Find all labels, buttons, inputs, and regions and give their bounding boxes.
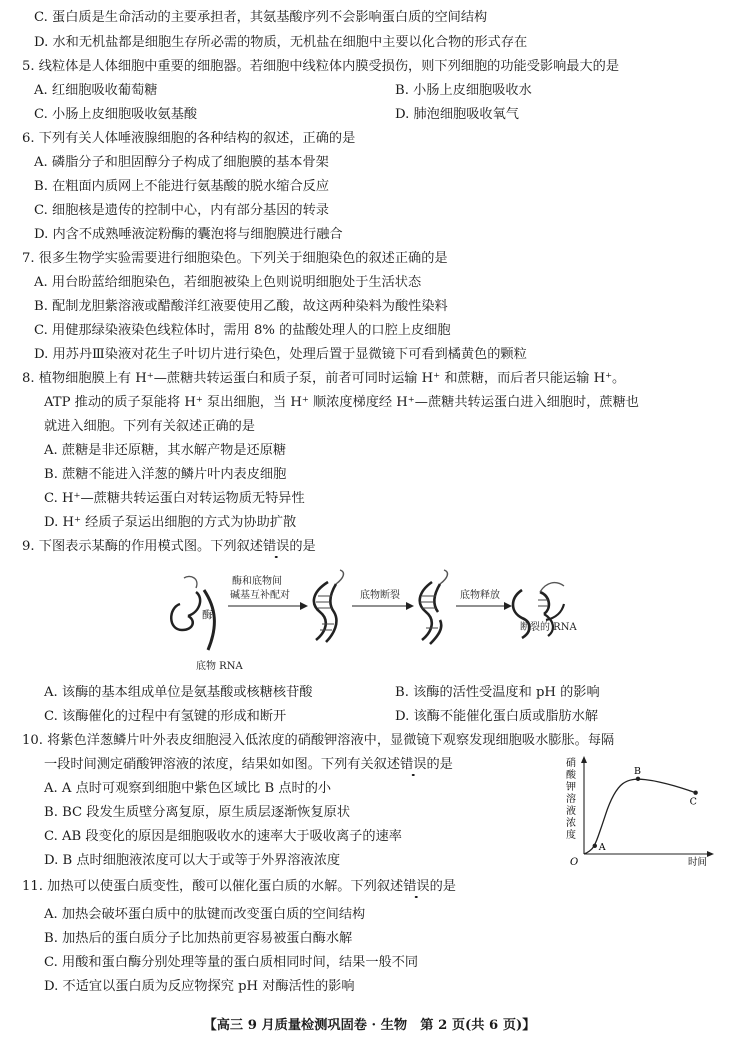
point-a-label: A bbox=[598, 841, 606, 853]
xlabel: 时间 bbox=[688, 857, 708, 868]
q11-stem-text: 11. 加热可以使蛋白质变性，酸可以催化蛋白质的水解。下列叙述 bbox=[22, 879, 404, 894]
point-c-label: C bbox=[689, 796, 697, 808]
q7-option-b: B. 配制龙胆紫溶液或醋酸洋红液要使用乙酸，故这两种染料为酸性染料 bbox=[34, 299, 448, 314]
y-axis-arrow bbox=[581, 756, 587, 763]
point-a bbox=[593, 844, 597, 848]
stage2-helix bbox=[314, 570, 344, 642]
arrow-1-head bbox=[300, 602, 308, 610]
arrow-3-head bbox=[504, 602, 512, 610]
q7-stem: 7. 很多生物学实验需要进行细胞染色。下列关于细胞染色的叙述正确的是 bbox=[22, 251, 448, 266]
q9-stem-end: 的是 bbox=[289, 539, 316, 554]
point-c bbox=[693, 791, 697, 795]
q9-option-a: A. 该酶的基本组成单位是氨基酸或核糖核苷酸 bbox=[44, 685, 313, 700]
q8-option-c: C. H⁺—蔗糖共转运蛋白对转运物质无特异性 bbox=[44, 491, 305, 506]
q6-option-c: C. 细胞核是遗传的控制中心，内有部分基因的转录 bbox=[34, 203, 329, 218]
q8-stem-line2: ATP 推动的质子泵能将 H⁺ 泵出细胞，当 H⁺ 顺浓度梯度经 H⁺—蔗糖共转运蛋白进入细胞时，蔗糖也 bbox=[44, 395, 639, 410]
q9-option-d: D. 该酶不能催化蛋白质或脂肪水解 bbox=[395, 709, 599, 724]
stage3-cleaved bbox=[420, 570, 448, 644]
q10-stem-text: 一段时间测定硝酸钾溶液的浓度，结果如如图。下列有关叙述 bbox=[44, 757, 401, 772]
label-base-pairing-1: 酶和底物间 bbox=[232, 576, 282, 587]
q11-stem bbox=[22, 878, 456, 896]
q10-option-c: C. AB 段变化的原因是细胞吸收水的速率大于吸收离子的速率 bbox=[44, 829, 402, 844]
ylabel-char: 液 bbox=[566, 806, 576, 817]
q6-option-d: D. 内含不成熟唾液淀粉酶的囊泡将与细胞膜进行融合 bbox=[34, 227, 343, 242]
q11-option-b: B. 加热后的蛋白质分子比加热前更容易被蛋白酶水解 bbox=[44, 931, 353, 946]
q9-figure bbox=[160, 568, 580, 678]
q5-stem: 5. 线粒体是人体细胞中重要的细胞器。若细胞中线粒体内膜受损伤，则下列细胞的功能受影响最大的是 bbox=[22, 59, 620, 74]
q8-option-b: B. 蔗糖不能进入洋葱的鳞片叶内表皮细胞 bbox=[44, 467, 287, 482]
page-footer: 【高三 9 月质量检测巩固卷 · 生物 第 2 页(共 6 页)】 bbox=[203, 1018, 536, 1033]
q11-emphasis: 错误 bbox=[403, 879, 430, 894]
q7-option-c: C. 用健那绿染液染色线粒体时，需用 8% 的盐酸处理人的口腔上皮细胞 bbox=[34, 323, 451, 338]
q8-option-d: D. H⁺ 经质子泵运出细胞的方式为协助扩散 bbox=[44, 515, 297, 530]
q8-option-a: A. 蔗糖是非还原糖，其水解产物是还原糖 bbox=[44, 443, 287, 458]
q10-option-b: B. BC 段发生质壁分离复原，原生质层逐渐恢复原状 bbox=[44, 805, 351, 820]
q10-chart bbox=[560, 754, 720, 868]
ylabel-char: 溶 bbox=[566, 794, 576, 805]
point-b-label: B bbox=[634, 765, 641, 777]
q6-option-a: A. 磷脂分子和胆固醇分子构成了细胞膜的基本骨架 bbox=[34, 155, 329, 170]
q5-option-a: A. 红细胞吸收葡萄糖 bbox=[34, 83, 158, 98]
q7-option-d: D. 用苏丹Ⅲ染液对花生子叶切片进行染色，处理后置于显微镜下可看到橘黄色的颗粒 bbox=[34, 347, 527, 362]
chart-ylabel bbox=[566, 756, 577, 841]
label-substrate-rna: 底物 RNA bbox=[196, 661, 243, 672]
q8-stem-line1: 8. 植物细胞膜上有 H⁺—蔗糖共转运蛋白和质子泵，前者可同时运输 H⁺ 和蔗糖，而后者只能运输 H⁺。 bbox=[22, 371, 626, 386]
point-b bbox=[636, 777, 640, 781]
q10-stem-line1: 10. 将紫色洋葱鳞片叶外表皮细胞浸入低浓度的硝酸钾溶液中，显微镜下观察发现细胞吸水膨胀。每隔 bbox=[22, 733, 615, 748]
q11-stem-end: 的是 bbox=[429, 879, 456, 894]
label-cleave: 底物断裂 bbox=[360, 590, 400, 601]
q8-stem-line3: 就进入细胞。下列有关叙述正确的是 bbox=[44, 419, 255, 434]
q11-option-c: C. 用酸和蛋白酶分别处理等量的蛋白质相同时间，结果一般不同 bbox=[44, 955, 419, 970]
label-release: 底物释放 bbox=[460, 590, 500, 601]
q9-stem bbox=[22, 538, 316, 556]
label-enzyme: 酶 bbox=[202, 609, 213, 621]
ylabel-char: 度 bbox=[566, 830, 576, 841]
q10-option-a: A. A 点时可观察到细胞中紫色区域比 B 点时的小 bbox=[44, 781, 332, 796]
q4-option-d: D. 水和无机盐都是细胞生存所必需的物质，无机盐在细胞中主要以化合物的形式存在 bbox=[34, 35, 528, 50]
q11-option-a: A. 加热会破坏蛋白质中的肽键而改变蛋白质的空间结构 bbox=[44, 907, 366, 922]
ylabel-char: 钾 bbox=[566, 782, 576, 793]
q6-option-b: B. 在粗面内质网上不能进行氨基酸的脱水缩合反应 bbox=[34, 179, 330, 194]
q9-option-b: B. 该酶的活性受温度和 pH 的影响 bbox=[395, 685, 600, 700]
q10-stem-line2 bbox=[44, 756, 453, 774]
label-base-pairing-2: 碱基互补配对 bbox=[230, 590, 290, 601]
q7-option-a: A. 用台盼蓝给细胞染色，若细胞被染上色则说明细胞处于生活状态 bbox=[34, 275, 422, 290]
q5-option-d: D. 肺泡细胞吸收氧气 bbox=[395, 107, 519, 122]
q9-stem-text: 9. 下图表示某酶的作用模式图。下列叙述 bbox=[22, 539, 263, 554]
q4-option-c: C. 蛋白质是生命活动的主要承担者，其氨基酸序列不会影响蛋白质的空间结构 bbox=[34, 10, 488, 25]
q9-option-c: C. 该酶催化的过程中有氢键的形成和断开 bbox=[44, 709, 287, 724]
origin-label: O bbox=[570, 857, 579, 868]
q10-option-d: D. B 点时细胞液浓度可以大于或等于外界溶液浓度 bbox=[44, 853, 341, 868]
ylabel-char: 硝 bbox=[566, 758, 576, 769]
q9-emphasis: 错误 bbox=[262, 539, 290, 554]
ylabel-char: 酸 bbox=[566, 770, 576, 781]
q10-stem-end: 的是 bbox=[426, 757, 453, 772]
q6-stem: 6. 下列有关人体唾液腺细胞的各种结构的叙述，正确的是 bbox=[22, 131, 356, 146]
q11-option-d: D. 不适宜以蛋白质为反应物探究 pH 对酶活性的影响 bbox=[44, 979, 355, 994]
label-broken-rna: 断裂的 RNA bbox=[520, 622, 577, 633]
ylabel-char: 浓 bbox=[566, 818, 576, 829]
q5-option-b: B. 小肠上皮细胞吸收水 bbox=[395, 83, 532, 98]
q5-option-c: C. 小肠上皮细胞吸收氨基酸 bbox=[34, 107, 198, 122]
x-axis-arrow bbox=[707, 851, 714, 857]
q10-emphasis: 错误 bbox=[400, 757, 427, 772]
